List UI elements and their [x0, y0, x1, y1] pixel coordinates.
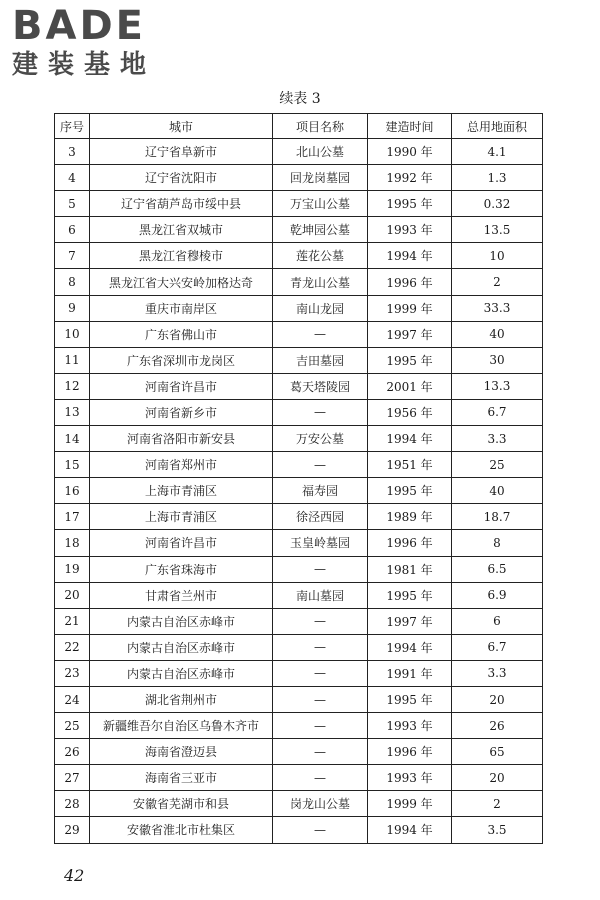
cell-build-time: 1994 年	[368, 426, 452, 452]
cell-index: 18	[55, 530, 90, 556]
cell-index: 27	[55, 765, 90, 791]
cell-build-time: 1989 年	[368, 504, 452, 530]
cell-area: 65	[452, 739, 543, 765]
header-index: 序号	[55, 114, 90, 139]
cell-build-time: 1995 年	[368, 686, 452, 712]
cell-index: 5	[55, 191, 90, 217]
table-body	[55, 139, 543, 844]
cell-project: —	[273, 713, 368, 739]
cell-index: 29	[55, 817, 90, 843]
cell-project: 万宝山公墓	[273, 191, 368, 217]
cell-build-time: 1995 年	[368, 191, 452, 217]
cell-project: 万安公墓	[273, 426, 368, 452]
table-row	[55, 399, 543, 425]
cell-build-time: 1999 年	[368, 791, 452, 817]
data-table	[54, 113, 543, 844]
cell-area: 33.3	[452, 295, 543, 321]
table-row	[55, 321, 543, 347]
cell-city: 河南省郑州市	[90, 452, 273, 478]
cell-area: 18.7	[452, 504, 543, 530]
cell-area: 20	[452, 765, 543, 791]
cell-build-time: 1951 年	[368, 452, 452, 478]
table-row	[55, 582, 543, 608]
cell-project: 莲花公墓	[273, 243, 368, 269]
cell-index: 15	[55, 452, 90, 478]
table-row	[55, 478, 543, 504]
cell-city: 海南省三亚市	[90, 765, 273, 791]
cell-area: 20	[452, 686, 543, 712]
cell-area: 6	[452, 608, 543, 634]
cell-build-time: 1994 年	[368, 817, 452, 843]
cell-project: —	[273, 399, 368, 425]
cell-city: 海南省澄迈县	[90, 739, 273, 765]
cell-build-time: 1997 年	[368, 321, 452, 347]
cell-project: —	[273, 817, 368, 843]
cell-area: 3.3	[452, 426, 543, 452]
table-row	[55, 139, 543, 165]
table-header-row	[55, 114, 543, 139]
cell-area: 6.7	[452, 399, 543, 425]
cell-index: 25	[55, 713, 90, 739]
cell-area: 25	[452, 452, 543, 478]
cell-city: 安徽省淮北市杜集区	[90, 817, 273, 843]
cell-area: 40	[452, 478, 543, 504]
cell-city: 内蒙古自治区赤峰市	[90, 608, 273, 634]
cell-build-time: 1956 年	[368, 399, 452, 425]
header-area: 总用地面积	[452, 114, 543, 139]
cell-index: 24	[55, 686, 90, 712]
table-row	[55, 765, 543, 791]
cell-build-time: 1996 年	[368, 530, 452, 556]
cell-index: 12	[55, 373, 90, 399]
cell-city: 安徽省芜湖市和县	[90, 791, 273, 817]
cell-index: 3	[55, 139, 90, 165]
logo-wordmark: BADE	[12, 3, 146, 49]
table-row	[55, 530, 543, 556]
cell-build-time: 2001 年	[368, 373, 452, 399]
cell-project: —	[273, 739, 368, 765]
cell-area: 1.3	[452, 165, 543, 191]
table-row	[55, 269, 543, 295]
cell-build-time: 1995 年	[368, 478, 452, 504]
cell-index: 13	[55, 399, 90, 425]
header-project: 项目名称	[273, 114, 368, 139]
cell-project: 南山墓园	[273, 582, 368, 608]
table-row	[55, 295, 543, 321]
cell-index: 17	[55, 504, 90, 530]
cell-index: 7	[55, 243, 90, 269]
logo	[12, 4, 182, 90]
table-row	[55, 426, 543, 452]
cell-build-time: 1997 年	[368, 608, 452, 634]
cell-city: 内蒙古自治区赤峰市	[90, 634, 273, 660]
cell-project: 福寿园	[273, 478, 368, 504]
table-row	[55, 608, 543, 634]
cell-project: 青龙山公墓	[273, 269, 368, 295]
cell-build-time: 1995 年	[368, 347, 452, 373]
cell-index: 14	[55, 426, 90, 452]
cell-area: 40	[452, 321, 543, 347]
cell-city: 黑龙江省双城市	[90, 217, 273, 243]
cell-build-time: 1993 年	[368, 217, 452, 243]
cell-area: 2	[452, 269, 543, 295]
cell-index: 10	[55, 321, 90, 347]
table-row	[55, 634, 543, 660]
cell-area: 10	[452, 243, 543, 269]
cell-project: 吉田墓园	[273, 347, 368, 373]
table-caption: 续表 3	[279, 91, 321, 107]
cell-build-time: 1993 年	[368, 713, 452, 739]
cell-city: 黑龙江省大兴安岭加格达奇	[90, 269, 273, 295]
header-city: 城市	[90, 114, 273, 139]
cell-project: 徐泾西园	[273, 504, 368, 530]
cell-project: —	[273, 686, 368, 712]
cell-area: 26	[452, 713, 543, 739]
cell-index: 20	[55, 582, 90, 608]
table-row	[55, 243, 543, 269]
cell-project: —	[273, 556, 368, 582]
cell-project: 南山龙园	[273, 295, 368, 321]
cell-area: 3.5	[452, 817, 543, 843]
cell-city: 黑龙江省穆棱市	[90, 243, 273, 269]
page-number: 42	[64, 866, 85, 885]
cell-project: —	[273, 321, 368, 347]
cell-city: 辽宁省沈阳市	[90, 165, 273, 191]
cell-project: 北山公墓	[273, 139, 368, 165]
cell-area: 4.1	[452, 139, 543, 165]
cell-index: 26	[55, 739, 90, 765]
cell-city: 河南省洛阳市新安县	[90, 426, 273, 452]
cell-city: 新疆维吾尔自治区乌鲁木齐市	[90, 713, 273, 739]
table-row	[55, 686, 543, 712]
cell-index: 23	[55, 660, 90, 686]
cell-build-time: 1994 年	[368, 243, 452, 269]
cell-city: 湖北省荆州市	[90, 686, 273, 712]
cell-city: 上海市青浦区	[90, 504, 273, 530]
cell-project: —	[273, 634, 368, 660]
cell-project: 岗龙山公墓	[273, 791, 368, 817]
cell-city: 上海市青浦区	[90, 478, 273, 504]
cell-index: 11	[55, 347, 90, 373]
cell-build-time: 1996 年	[368, 739, 452, 765]
cell-build-time: 1994 年	[368, 634, 452, 660]
cell-area: 6.7	[452, 634, 543, 660]
table-row	[55, 739, 543, 765]
cell-index: 28	[55, 791, 90, 817]
cell-project: —	[273, 452, 368, 478]
table-row	[55, 217, 543, 243]
cell-project: —	[273, 608, 368, 634]
table-row	[55, 660, 543, 686]
cell-build-time: 1991 年	[368, 660, 452, 686]
cell-index: 16	[55, 478, 90, 504]
cell-city: 甘肃省兰州市	[90, 582, 273, 608]
cell-index: 9	[55, 295, 90, 321]
cell-area: 13.3	[452, 373, 543, 399]
cell-city: 广东省佛山市	[90, 321, 273, 347]
cell-build-time: 1999 年	[368, 295, 452, 321]
cell-index: 19	[55, 556, 90, 582]
table-row	[55, 373, 543, 399]
cell-area: 30	[452, 347, 543, 373]
cell-build-time: 1992 年	[368, 165, 452, 191]
cell-city: 河南省许昌市	[90, 373, 273, 399]
table-row	[55, 347, 543, 373]
table-row	[55, 165, 543, 191]
cell-build-time: 1990 年	[368, 139, 452, 165]
cell-build-time: 1996 年	[368, 269, 452, 295]
table-row	[55, 713, 543, 739]
cell-project: 玉皇岭墓园	[273, 530, 368, 556]
cell-city: 辽宁省阜新市	[90, 139, 273, 165]
cell-city: 河南省新乡市	[90, 399, 273, 425]
table-row	[55, 191, 543, 217]
logo-subtitle: 建装基地	[12, 50, 157, 80]
header-build-time: 建造时间	[368, 114, 452, 139]
cell-project: 葛天塔陵园	[273, 373, 368, 399]
cell-area: 6.9	[452, 582, 543, 608]
cell-project: 乾坤园公墓	[273, 217, 368, 243]
cell-index: 21	[55, 608, 90, 634]
cell-city: 广东省深圳市龙岗区	[90, 347, 273, 373]
cell-project: —	[273, 660, 368, 686]
cell-build-time: 1993 年	[368, 765, 452, 791]
cell-area: 13.5	[452, 217, 543, 243]
cell-index: 8	[55, 269, 90, 295]
table-row	[55, 817, 543, 843]
cell-index: 22	[55, 634, 90, 660]
table-row	[55, 504, 543, 530]
cell-city: 河南省许昌市	[90, 530, 273, 556]
table-row	[55, 791, 543, 817]
table-row	[55, 452, 543, 478]
cell-city: 重庆市南岸区	[90, 295, 273, 321]
cell-city: 广东省珠海市	[90, 556, 273, 582]
cell-index: 6	[55, 217, 90, 243]
cell-city: 辽宁省葫芦岛市绥中县	[90, 191, 273, 217]
cell-project: 回龙岗墓园	[273, 165, 368, 191]
table-row	[55, 556, 543, 582]
cell-area: 3.3	[452, 660, 543, 686]
cell-project: —	[273, 765, 368, 791]
cell-city: 内蒙古自治区赤峰市	[90, 660, 273, 686]
cell-area: 0.32	[452, 191, 543, 217]
cell-build-time: 1995 年	[368, 582, 452, 608]
cell-build-time: 1981 年	[368, 556, 452, 582]
cell-area: 8	[452, 530, 543, 556]
cell-area: 2	[452, 791, 543, 817]
cell-index: 4	[55, 165, 90, 191]
cell-area: 6.5	[452, 556, 543, 582]
